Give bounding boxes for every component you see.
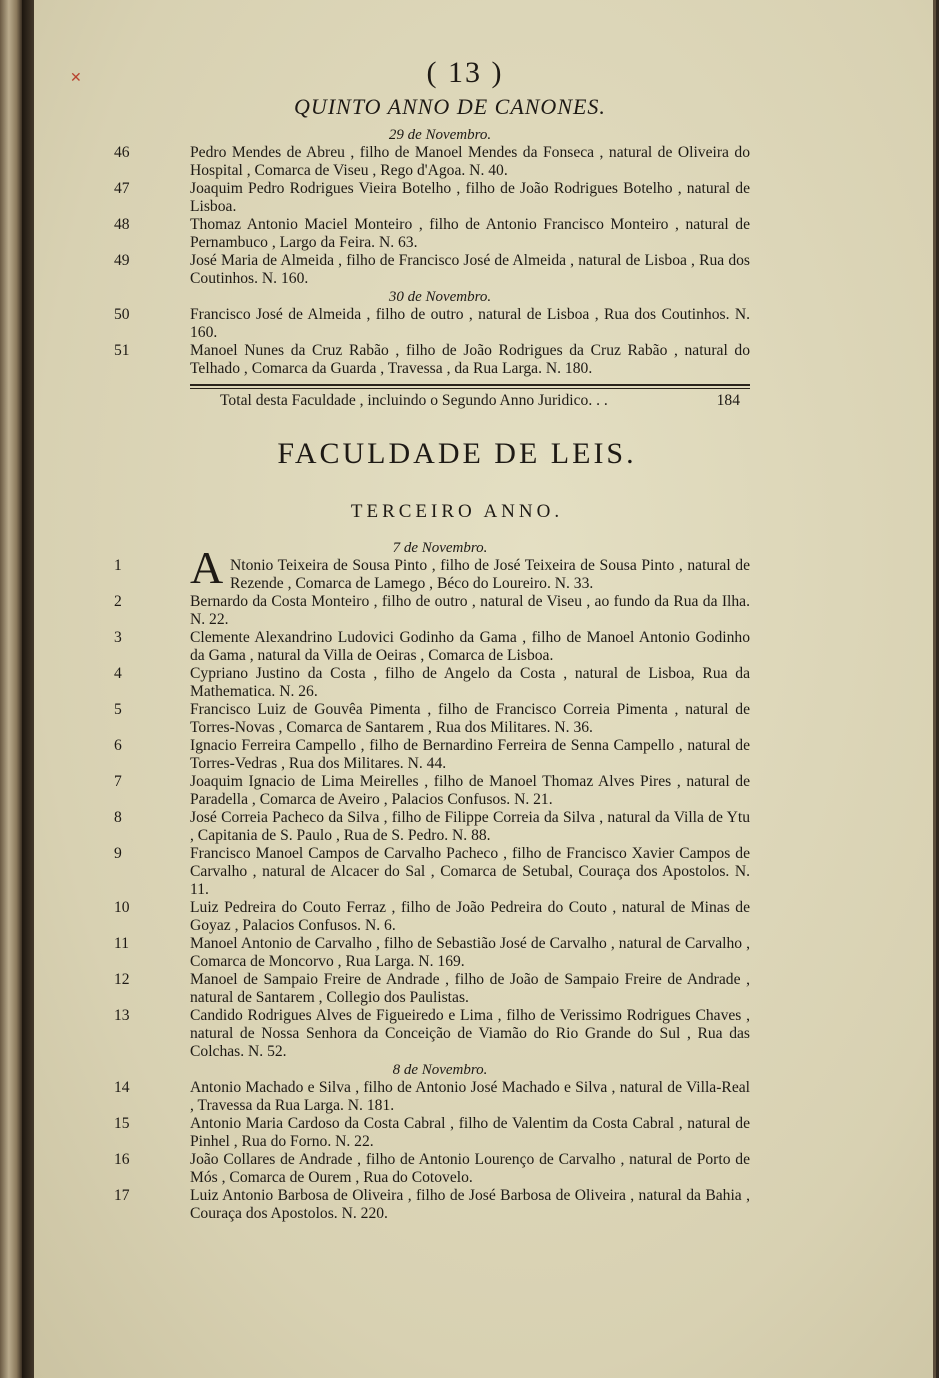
entry-number: 6 — [114, 737, 122, 754]
section-title: QUINTO ANNO DE CANONES. — [294, 94, 606, 119]
entry-list — [114, 593, 760, 1061]
entry-text: Luiz Pedreira do Couto Ferraz , filho de João Pedreira do Couto , natural de Minas de Goyaz , Palacios Confusos. N. 6. — [190, 899, 750, 934]
rule-line — [190, 384, 750, 386]
list-item — [114, 809, 760, 845]
entry-text: Clemente Alexandrino Ludovici Godinho da Gama , filho de Manoel Antonio Godinho da Gama , natural da Villa de Oeiras , Comarca de Lisboa. — [190, 629, 750, 664]
list-item — [114, 252, 760, 288]
list-item — [114, 306, 760, 342]
entry-text: Candido Rodrigues Alves de Figueiredo e Lima , filho de Verissimo Rodrigues Chaves , natural de Nossa Senhora da Conceição de Viamão do Rio Grande do Sul , Rua das Colchas. N. 52. — [190, 1007, 750, 1060]
entry-number: 15 — [114, 1115, 130, 1132]
faculty-title: FACULDADE DE LEIS. — [277, 437, 637, 470]
entry-number: 51 — [114, 342, 130, 359]
page-content — [114, 56, 760, 1223]
entry-number: 17 — [114, 1187, 130, 1204]
rule-line — [190, 388, 750, 389]
date-line: 7 de Novembro. — [392, 540, 488, 556]
date-line: 8 de Novembro. — [392, 1062, 488, 1078]
entry-list — [114, 306, 760, 378]
entry-text: José Maria de Almeida , filho de Francisco José de Almeida , natural de Lisboa , Rua dos Coutinhos. N. 160. — [190, 252, 750, 287]
total-value: 184 — [716, 392, 740, 409]
list-item — [114, 216, 760, 252]
entry-number: 1 — [114, 557, 122, 574]
list-item — [114, 629, 760, 665]
date-line: 29 de Novembro. — [388, 127, 492, 143]
faculty-total — [220, 391, 740, 413]
total-label: Total desta Faculdade , incluindo o Segundo Anno Juridico. . . — [220, 392, 608, 409]
list-item — [114, 665, 760, 701]
list-item — [114, 773, 760, 809]
entry-text: Bernardo da Costa Monteiro , filho de outro , natural de Viseu , ao fundo da Rua da Ilha. N. 22. — [190, 593, 750, 628]
entry-text: Thomaz Antonio Maciel Monteiro , filho de Antonio Francisco Monteiro , natural de Pernambuco , Largo da Feira. N. 63. — [190, 216, 750, 251]
list-item — [114, 737, 760, 773]
entry-text: Manoel de Sampaio Freire de Andrade , filho de João de Sampaio Freire de Andrade , natural de Santarem , Collegio dos Paulistas. — [190, 971, 750, 1006]
list-item — [114, 144, 760, 180]
entry-text: João Collares de Andrade , filho de Antonio Lourenço de Carvalho , natural de Porto de Mós , Comarca de Ourem , Rua do Cotovelo. — [190, 1151, 750, 1186]
entry-number: 46 — [114, 144, 130, 161]
date-line: 30 de Novembro. — [388, 289, 492, 305]
year-title: TERCEIRO ANNO. — [350, 501, 564, 522]
list-item — [114, 935, 760, 971]
entry-number: 3 — [114, 629, 122, 646]
entry-number: 10 — [114, 899, 130, 916]
entry-number: 7 — [114, 773, 122, 790]
list-item — [114, 1151, 760, 1187]
entry-text: Manoel Antonio de Carvalho , filho de Sebastião José de Carvalho , natural de Carvalho , Comarca de Moncorvo , Rua Larga. N. 169. — [190, 935, 750, 970]
entry-text: Antonio Maria Cardoso da Costa Cabral , filho de Valentim da Costa Cabral , natural de Pinhel , Rua do Forno. N. 22. — [190, 1115, 750, 1150]
entry-text: Manoel Nunes da Cruz Rabão , filho de João Rodrigues da Cruz Rabão , natural do Telhado , Comarca da Guarda , Travessa , da Rua Larga. N. 180. — [190, 342, 750, 377]
list-item — [114, 593, 760, 629]
entry-list — [114, 1079, 760, 1223]
entry-text: Pedro Mendes de Abreu , filho de Manoel Mendes da Fonseca , natural de Oliveira do Hospital , Comarca de Viseu , Rego d'Agoa. N. 40. — [190, 144, 750, 179]
entry-text: Ignacio Ferreira Campello , filho de Bernardino Ferreira de Senna Campello , natural de Torres-Vedras , Rua dos Militares. N. 44. — [190, 737, 750, 772]
entry-number: 8 — [114, 809, 122, 826]
entry-number: 9 — [114, 845, 122, 862]
entry-number: 5 — [114, 701, 122, 718]
entry-text: Antonio Machado e Silva , filho de Antonio José Machado e Silva , natural de Villa-Real , Travessa da Rua Larga. N. 181. — [190, 1079, 750, 1114]
entry-number: 13 — [114, 1007, 130, 1024]
list-item — [114, 845, 760, 899]
list-item — [114, 899, 760, 935]
left-page-edge — [0, 0, 22, 1378]
entry-number: 50 — [114, 306, 130, 323]
entry-number: 12 — [114, 971, 130, 988]
entry-number: 16 — [114, 1151, 130, 1168]
drop-cap: A — [190, 542, 224, 593]
entry-number: 4 — [114, 665, 122, 682]
entry-number: 11 — [114, 935, 130, 952]
divider — [190, 384, 750, 389]
list-item — [114, 1187, 760, 1223]
page-number: ( 13 ) — [426, 56, 504, 89]
entry-number: 14 — [114, 1079, 130, 1096]
entry-list — [114, 144, 760, 288]
entry-text-body: Ntonio Teixeira de Sousa Pinto , filho de José Teixeira de Sousa Pinto , natural de Rezende , Comarca de Lamego , Béco do Loureiro. N. 33. — [230, 557, 750, 592]
entry-number: 2 — [114, 593, 122, 610]
entry-text: Cypriano Justino da Costa , filho de Angelo da Costa , natural de Lisboa, Rua da Mathematica. N. 26. — [190, 665, 750, 700]
list-item — [114, 342, 760, 378]
entry-text: Joaquim Ignacio de Lima Meirelles , filho de Manoel Thomaz Alves Pires , natural de Paradella , Comarca de Aveiro , Palacios Confusos. N. 21. — [190, 773, 750, 808]
entry-text: Luiz Antonio Barbosa de Oliveira , filho de José Barbosa de Oliveira , natural da Bahia , Couraça dos Apostolos. N. 220. — [190, 1187, 750, 1222]
list-item — [114, 971, 760, 1007]
entry-text: José Correia Pacheco da Silva , filho de Filippe Correia da Silva , natural da Villa de Ytu , Capitania de S. Paulo , Rua de S. Pedro. N. 88. — [190, 809, 750, 844]
entry-number: 47 — [114, 180, 130, 197]
entry-number: 48 — [114, 216, 130, 233]
entry-text: Francisco Manoel Campos de Carvalho Pacheco , filho de Francisco Xavier Campos de Carvalho , natural de Alcacer do Sal , Comarca de Setubal, Couraça dos Apostolos. N. 11. — [190, 845, 750, 898]
list-item — [114, 180, 760, 216]
list-item — [114, 1007, 760, 1061]
entry-text — [190, 557, 750, 593]
entry-number: 49 — [114, 252, 130, 269]
entry-text: Francisco José de Almeida , filho de outro , natural de Lisboa , Rua dos Coutinhos. N. 160. — [190, 306, 750, 341]
entry-text: Francisco Luiz de Gouvêa Pimenta , filho de Francisco Correia Pimenta , natural de Torres-Novas , Comarca de Santarem , Rua dos Militares. N. 36. — [190, 701, 750, 736]
list-item — [114, 1115, 760, 1151]
list-item — [114, 701, 760, 737]
entry-text: Joaquim Pedro Rodrigues Vieira Botelho , filho de João Rodrigues Botelho , natural de Lisboa. — [190, 180, 750, 215]
red-mark: ✕ — [70, 70, 82, 86]
list-item — [114, 1079, 760, 1115]
